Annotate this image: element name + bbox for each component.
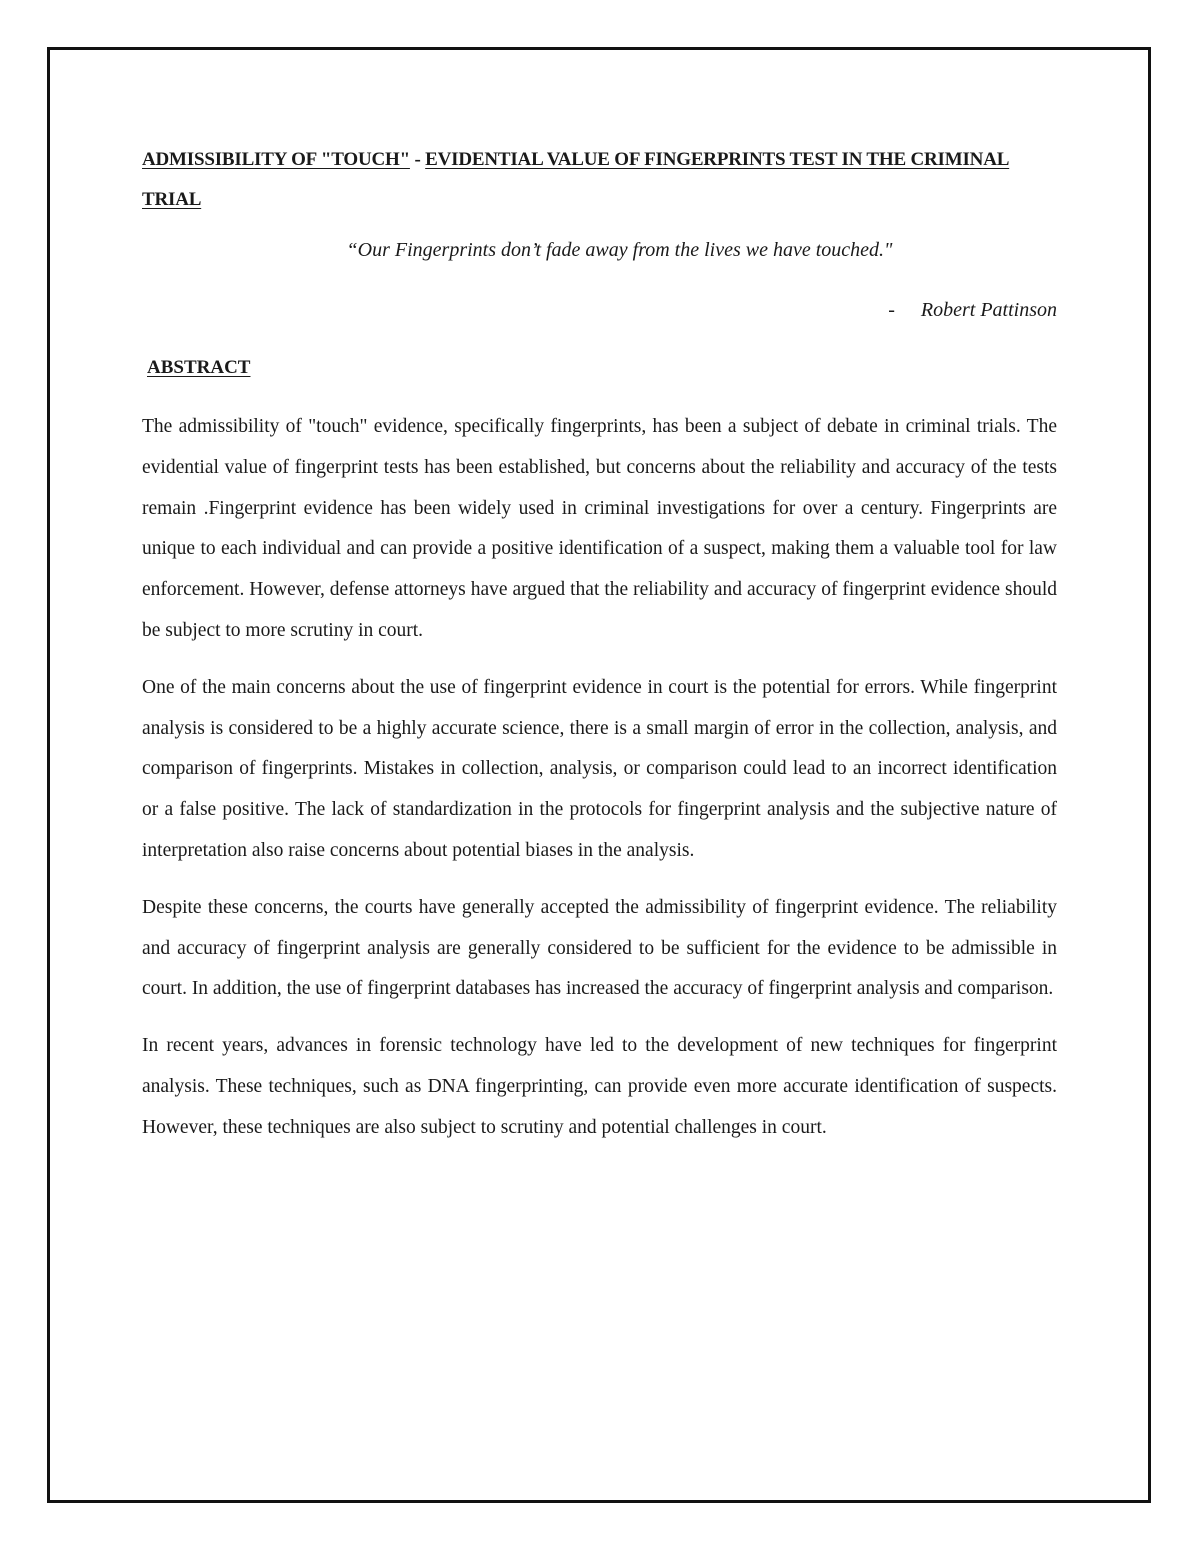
document-title (142, 140, 1057, 220)
document-body (142, 140, 1057, 1149)
title-part-1: ADMISSIBILITY OF "TOUCH" (142, 149, 410, 170)
abstract-paragraph-2: One of the main concerns about the use of fingerprint evidence in court is the potential for errors. While fingerprint analysis is considered to be a highly accurate science, there is a small margin of error in the collection, analysis, and comparison of fingerprints. Mistakes in collection, analysis, or comparison could lead to an incorrect identification or a false positive. The lack of standardization in the protocols for fingerprint analysis and the subjective nature of interpretation also raise concerns about potential biases in the analysis. (142, 676, 1057, 861)
title-separator: - (409, 149, 426, 170)
epigraph-attribution (142, 293, 1057, 327)
abstract-paragraph-3: Despite these concerns, the courts have generally accepted the admissibility of fingerprint evidence. The reliability and accuracy of fingerprint analysis are generally considered to be sufficient for the evidence to be admissible in court. In addition, the use of fingerprint databases has increased the accuracy of fingerprint analysis and comparison. (142, 896, 1057, 1000)
attribution-name: Robert Pattinson (920, 299, 1057, 321)
abstract-paragraph-1: The admissibility of "touch" evidence, specifically fingerprints, has been a subject of debate in criminal trials. The evidential value of fingerprint tests has been established, but concerns about the reliability and accuracy of the tests remain .Fingerprint evidence has been widely used in criminal investigations for over a century. Fingerprints are unique to each individual and can provide a positive identification of a suspect, making them a valuable tool for law enforcement. However, defense attorneys have argued that the reliability and accuracy of fingerprint evidence should be subject to more scrutiny in court. (142, 416, 1057, 641)
title-part-2: EVIDENTIAL VALUE OF FINGERPRINTS TEST IN THE CRIMINAL TRIAL (142, 149, 1010, 210)
abstract-heading: ABSTRACT (147, 357, 251, 378)
epigraph-quote: “Our Fingerprints don’t fade away from the lives we have touched." (346, 239, 893, 261)
abstract-paragraph-4: In recent years, advances in forensic technology have led to the development of new techniques for fingerprint analysis. These techniques, such as DNA fingerprinting, can provide even more accurate identification of suspects. However, these techniques are also subject to scrutiny and potential challenges in court. (142, 1035, 1057, 1138)
attribution-dash: - (888, 299, 895, 321)
